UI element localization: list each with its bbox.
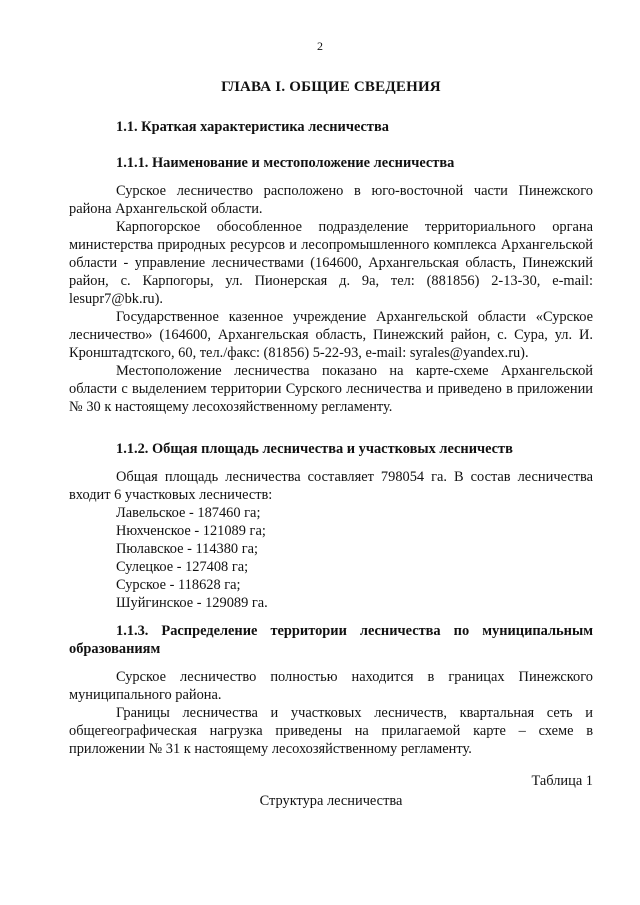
section-1-1-1-body [69,182,593,416]
table-label: Таблица 1 [531,773,593,789]
page-number: 2 [317,39,323,53]
paragraph: Местоположение лесничества показано на карте-схеме Архангельской области с выделением территории Сурского лесничества и приведено в приложении № 30 к настоящему лесохозяйственному регламенту. [69,363,593,415]
list-item: Шуйгинское - 129089 га. [116,595,268,611]
list-item: Лавельское - 187460 га; [116,505,261,521]
table-caption: Структура лесничества [259,793,403,809]
chapter-title: ГЛАВА I. ОБЩИЕ СВЕДЕНИЯ [221,79,441,95]
section-heading-1-1: 1.1. Краткая характеристика лесничества [116,119,389,135]
list-item: Сурское - 118628 га; [116,577,241,593]
paragraph: Государственное казенное учреждение Архангельской области «Сурское лесничество» (164600, Архангельская область, Пинежский район, с. Сура, ул. И. Кронштадтского, 60, тел./факс: (81856) 5-22-93, e-mail: syrales@yandex.ru). [69,309,593,361]
paragraph: Сурское лесничество полностью находится в границах Пинежского муниципального района. [69,669,593,703]
section-heading-1-1-1: 1.1.1. Наименование и местоположение лесничества [116,155,455,171]
list-item: Нюхченское - 121089 га; [116,523,266,539]
paragraph: Сурское лесничество расположено в юго-восточной части Пинежского района Архангельской области. [69,183,593,217]
paragraph: Общая площадь лесничества составляет 798054 га. В состав лесничества входит 6 участковых лесничеств: [69,469,593,503]
list-item: Пюлавское - 114380 га; [116,541,258,557]
list-item: Сулецкое - 127408 га; [116,559,249,575]
paragraph: Границы лесничества и участковых лесничеств, квартальная сеть и общегеографическая нагрузка приведены на прилагаемой карте – схеме в приложении № 31 к настоящему лесохозяйственному регламенту. [69,705,593,757]
section-heading-1-1-2: 1.1.2. Общая площадь лесничества и участковых лесничеств [116,441,513,457]
section-1-1-2-body [69,468,593,612]
section-1-1-3-body [69,668,593,758]
section-heading-1-1-3: 1.1.3. Распределение территории лесничества по муниципальным образованиям [69,623,593,657]
forestry-district-list [69,504,593,612]
paragraph: Карпогорское обособленное подразделение территориального органа министерства природных ресурсов и лесопромышленного комплекса Архангельской области - управление лесничествами (164600, Архангельская область, Пинежский район, с. Карпогоры, ул. Пионерская д. 9а, тел: (881856) 2-13-30, e-mail: lesupr7@bk.ru). [69,219,593,307]
